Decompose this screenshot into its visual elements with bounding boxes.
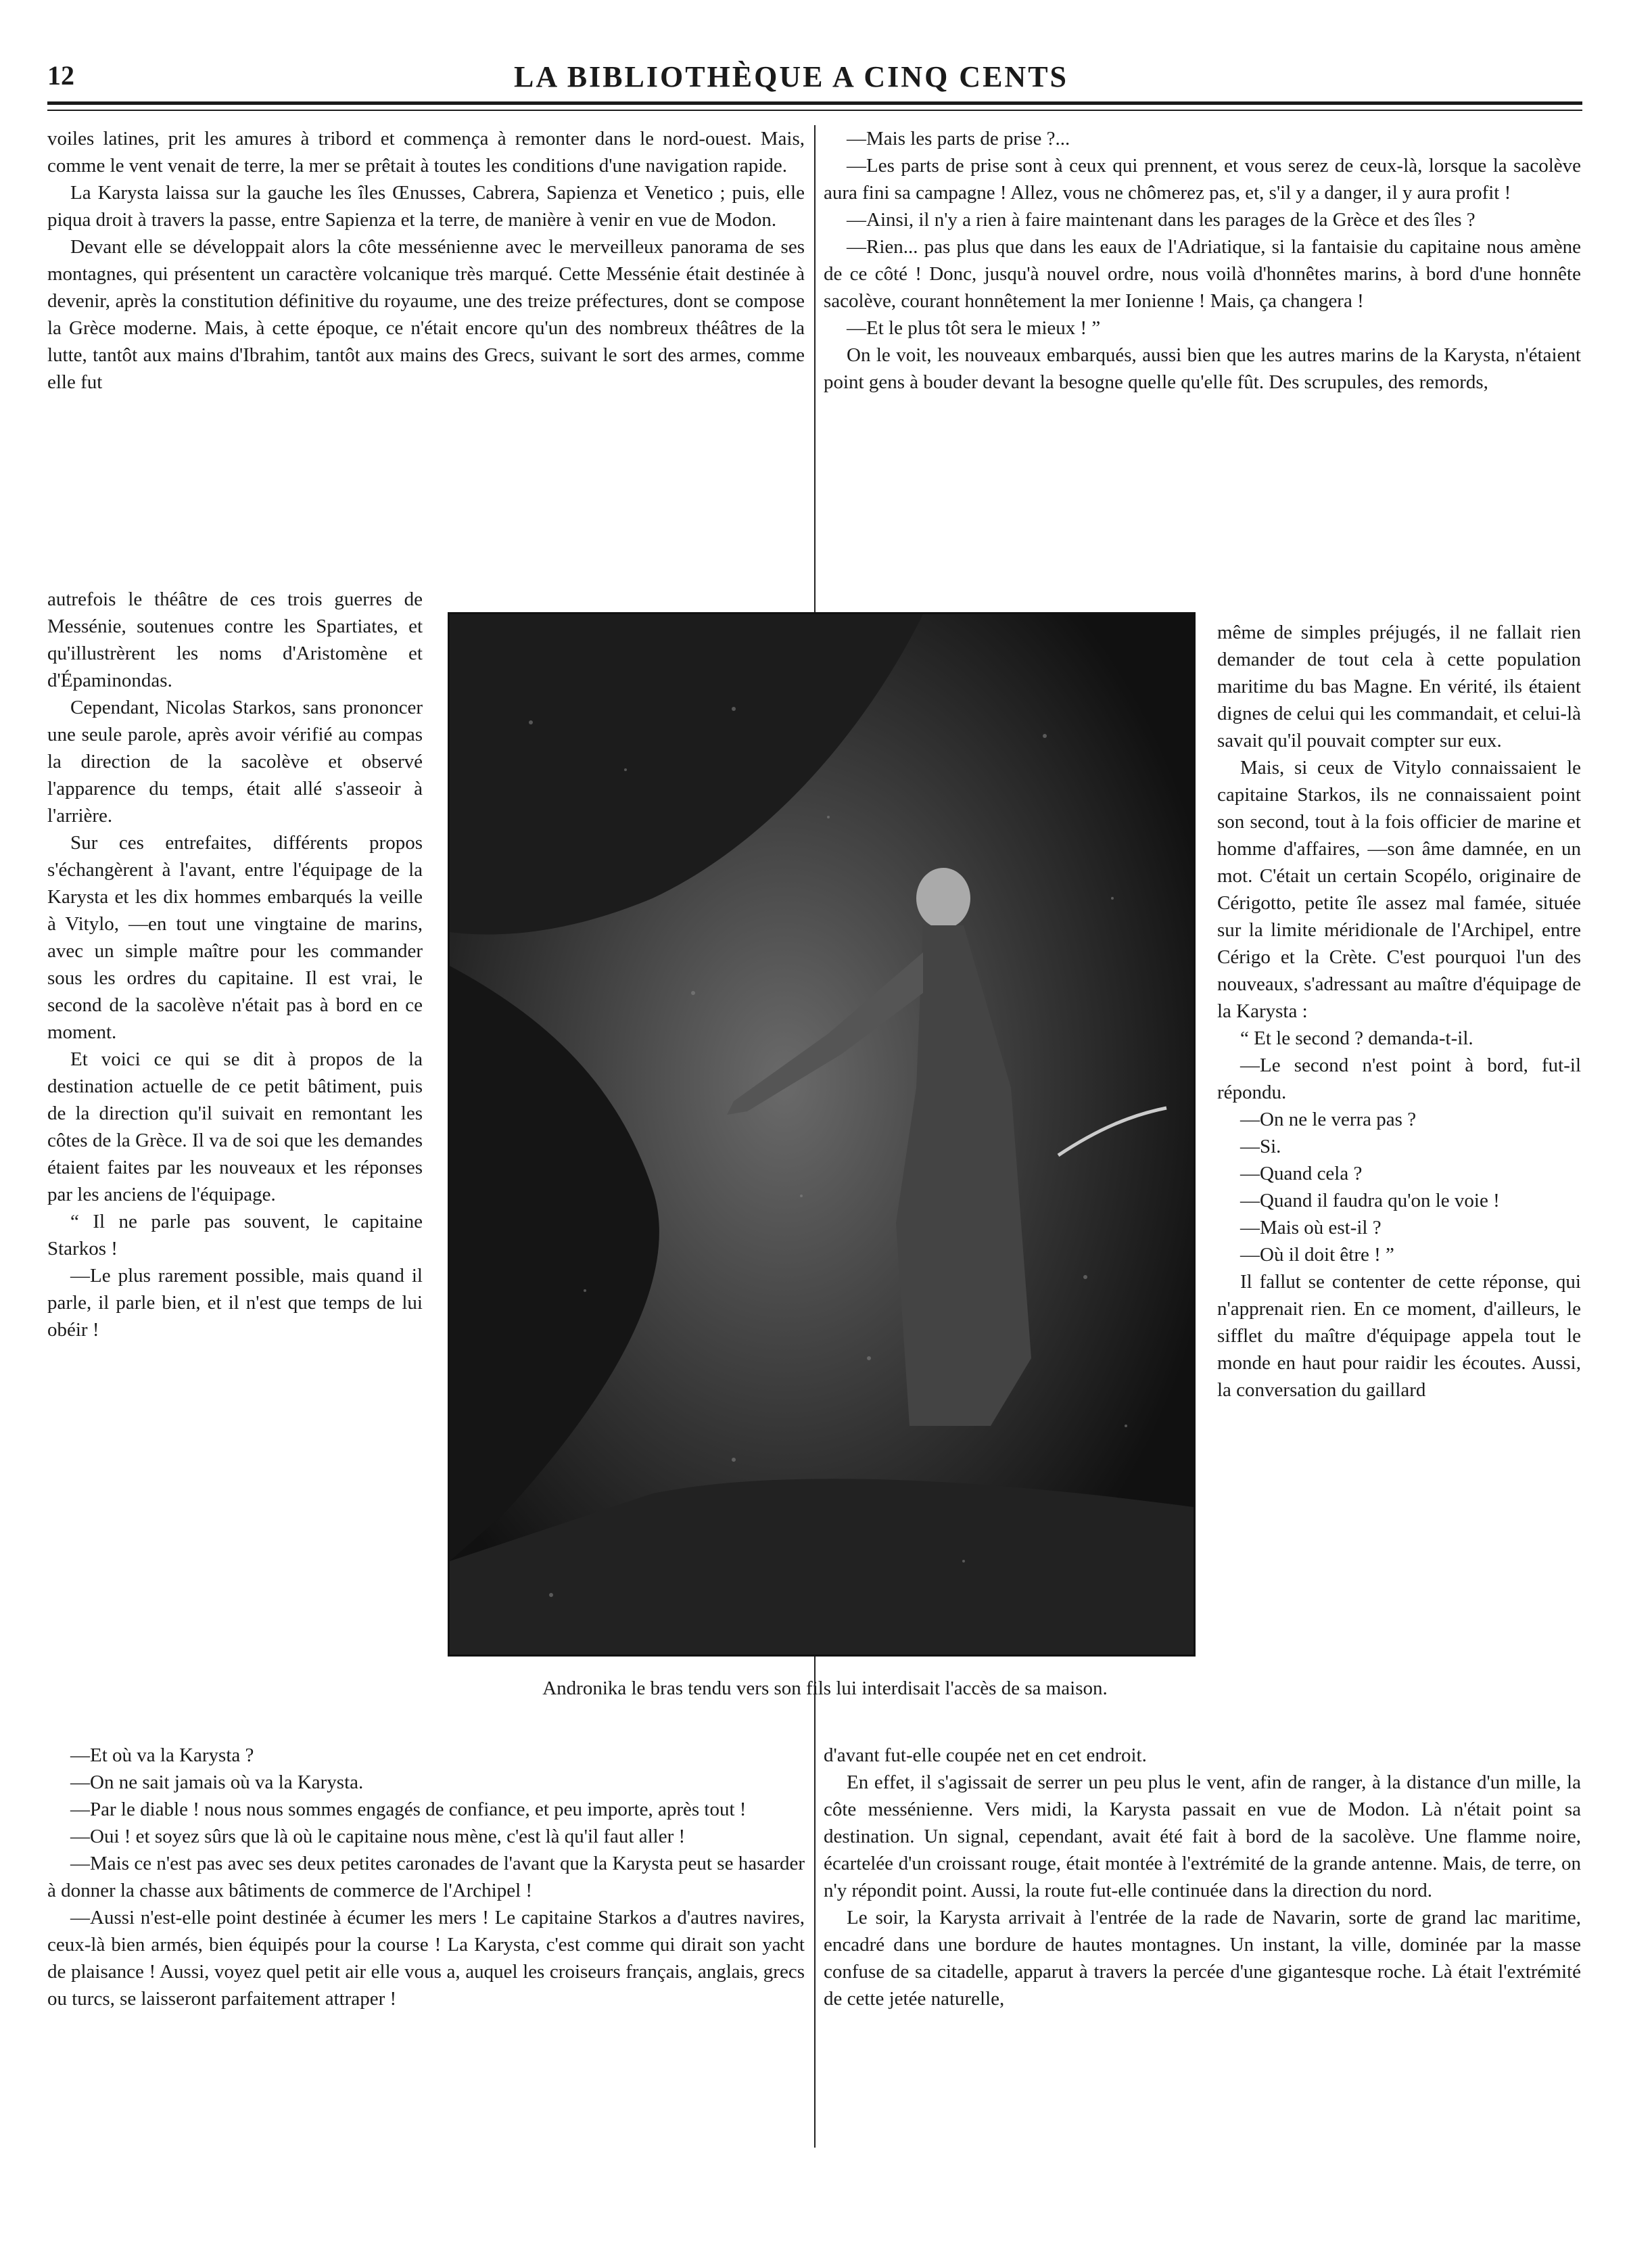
paragraph: —Mais ce n'est pas avec ses deux petites caronades de l'avant que la Karysta peut se hasarder à donner la chasse aux bâtiments de commerce de l'Archipel ! xyxy=(47,1853,805,1901)
paragraph: —Rien... pas plus que dans les eaux de l'Adriatique, si la fantaisie du capitaine nous amène de ce côté ! Donc, jusqu'à nouvel ordre, nous voilà d'honnêtes marins, à bord d'une honnête sacolève, courant honnêtement la mer Ionienne ! Mais, ça changera ! xyxy=(824,236,1581,312)
right-column-bottom xyxy=(824,1742,1581,2012)
paragraph: On le voit, les nouveaux embarqués, aussi bien que les autres marins de la Karysta, n'étaient point gens à bouder devant la besogne quelle qu'elle fût. Des scrupules, des remords, xyxy=(824,344,1581,393)
paragraph: —Le plus rarement possible, mais quand il parle, il parle bien, et il n'est que temps de lui obéir ! xyxy=(47,1265,423,1341)
paragraph: —Mais les parts de prise ?... xyxy=(847,128,1070,149)
running-title: LA BIBLIOTHÈQUE A CINQ CENTS xyxy=(514,60,1069,93)
paragraph: —Et où va la Karysta ? xyxy=(70,1744,254,1766)
paragraph: —Les parts de prise sont à ceux qui prennent, et vous serez de ceux-là, lorsque la sacolève aura fini sa campagne ! Allez, vous ne chômerez pas, et, s'il y a danger, il y aura profit ! xyxy=(824,155,1581,204)
illustration xyxy=(448,612,1196,1657)
paragraph: —Où il doit être ! ” xyxy=(1240,1244,1394,1266)
paragraph: Devant elle se développait alors la côte messénienne avec le merveilleux panorama de ses montagnes, qui présentent un caractère volcanique très marqué. Cette Messénie était destinée à devenir, après la constitution définitive du royaume, une des treize préfectures, dont se compose la Grèce moderne. Mais, à cette époque, ce n'était encore qu'un des nombreux théâtres de la lutte, tantôt aux mains d'Ibrahim, tantôt aux mains des Grecs, suivant le sort des armes, comme elle fut xyxy=(47,236,805,393)
paragraph: —Quand cela ? xyxy=(1240,1163,1363,1184)
paragraph: —Quand il faudra qu'on le voie ! xyxy=(1240,1190,1500,1211)
paragraph: d'avant fut-elle coupée net en cet endroit. xyxy=(824,1744,1147,1766)
paragraph: “ Il ne parle pas souvent, le capitaine Starkos ! xyxy=(47,1211,423,1259)
paragraph: Mais, si ceux de Vitylo connaissaient le capitaine Starkos, ils ne connaissaient point son second, tout à la fois officier de marine et homme d'affaires, —son âme damnée, en un mot. C'était un certain Scopélo, originaire de Cérigotto, petite île assez mal famée, située sur la limite méridionale de l'Archipel, entre Cérigo et la Crète. C'est pourquoi l'un des nouveaux, s'adressant au maître d'équipage de la Karysta : xyxy=(1217,757,1581,1022)
paragraph: —Aussi n'est-elle point destinée à écumer les mers ! Le capitaine Starkos a d'autres navires, ceux-là bien armés, bien équipés pour la course ! La Karysta, c'est comme qui dirait son yacht de plaisance ! Aussi, voyez quel petit air elle vous a, auquel les croiseurs français, anglais, grecs ou turcs, se laisseront parfaitement attraper ! xyxy=(47,1907,805,2010)
paragraph: autrefois le théâtre de ces trois guerres de Messénie, soutenues contre les Spartiates, et qu'illustrèrent les noms d'Aristomène et d'Épaminondas. xyxy=(47,588,423,691)
paragraph: —Le second n'est point à bord, fut-il répondu. xyxy=(1217,1055,1581,1103)
paragraph: —On ne sait jamais où va la Karysta. xyxy=(70,1772,364,1793)
right-column-top xyxy=(824,125,1581,396)
paragraph: voiles latines, prit les amures à tribord et commença à remonter dans le nord-ouest. Mais, comme le vent venait de terre, la mer se prêtait à toutes les conditions d'une navigation rapide. xyxy=(47,128,805,177)
paragraph: —Mais où est-il ? xyxy=(1240,1217,1382,1239)
page-number: 12 xyxy=(47,60,74,91)
left-column-bottom xyxy=(47,1742,805,2012)
paragraph: —Et le plus tôt sera le mieux ! ” xyxy=(847,317,1101,339)
paragraph: “ Et le second ? demanda-t-il. xyxy=(1240,1027,1473,1049)
paragraph: —Ainsi, il n'y a rien à faire maintenant dans les parages de la Grèce et des îles ? xyxy=(847,209,1475,231)
left-column-top xyxy=(47,125,805,396)
paragraph: —Si. xyxy=(1240,1136,1281,1157)
paragraph: En effet, il s'agissait de serrer un peu plus le vent, afin de ranger, à la distance d'un mille, la côte messénienne. Vers midi, la Karysta passait en vue de Modon. Là n'était point sa destination. Un signal, cependant, avait été fait à bord de la sacolève. Une flamme noire, écartelée d'un croissant rouge, était montée à l'extrémité de la grande antenne. Mais, de terre, on n'y répondit point. Aussi, la route fut-elle continuée dans la direction du nord. xyxy=(824,1772,1581,1901)
figure-caption: Andronika le bras tendu vers son fils lui interdisait l'accès de sa maison. xyxy=(542,1677,1108,1699)
paragraph: Et voici ce qui se dit à propos de la destination actuelle de ce petit bâtiment, puis de la direction qu'il suivait en remontant les côtes de la Grèce. Il va de soi que les demandes étaient faites par les nouveaux et les réponses par les anciens de l'équipage. xyxy=(47,1048,423,1205)
header-rule-thick xyxy=(47,101,1582,105)
paragraph: Cependant, Nicolas Starkos, sans prononcer une seule parole, après avoir vérifié au compas la direction de la sacolève et observé l'apparence du temps, était allé s'asseoir à l'arrière. xyxy=(47,697,423,827)
left-column-narrow xyxy=(47,586,423,1343)
paragraph: Sur ces entrefaites, différents propos s'échangèrent à l'avant, entre l'équipage de la Karysta et les dix hommes embarqués la veille à Vitylo, —en tout une vingtaine de marins, avec un simple maître pour les commander sous les ordres du capitaine. Il est vrai, le second de la sacolève n'était pas à bord en ce moment. xyxy=(47,832,423,1043)
paragraph: —On ne le verra pas ? xyxy=(1240,1109,1417,1130)
right-column-narrow xyxy=(1217,619,1581,1404)
paragraph: —Oui ! et soyez sûrs que là où le capitaine nous mène, c'est là qu'il faut aller ! xyxy=(70,1826,686,1847)
paragraph: même de simples préjugés, il ne fallait rien demander de tout cela à cette population maritime du bas Magne. En vérité, ils étaient dignes de celui qui les commandait, et celui-là savait qu'il pouvait compter sur eux. xyxy=(1217,622,1581,751)
paragraph: La Karysta laissa sur la gauche les îles Œnusses, Cabrera, Sapienza et Venetico ; puis, elle piqua droit à travers la passe, entre Sapienza et la terre, de manière à venir en vue de Modon. xyxy=(47,182,805,231)
paragraph: Il fallut se contenter de cette réponse, qui n'apprenait rien. En ce moment, d'ailleurs, le sifflet du maître d'équipage appela tout le monde en haut pour raidir les écoutes. Aussi, la conversation du gaillard xyxy=(1217,1271,1581,1401)
engraving-image xyxy=(450,614,1194,1654)
paragraph: Le soir, la Karysta arrivait à l'entrée de la rade de Navarin, sorte de grand lac maritime, encadré dans une bordure de hautes montagnes. Un instant, la ville, dominée par la masse confuse de sa citadelle, apparut à travers la percée d'une gigantesque roche. Là était l'extrémité de cette jetée naturelle, xyxy=(824,1907,1581,2010)
paragraph: —Par le diable ! nous nous sommes engagés de confiance, et peu importe, après tout ! xyxy=(70,1799,747,1820)
header-rule-thin xyxy=(47,110,1582,111)
